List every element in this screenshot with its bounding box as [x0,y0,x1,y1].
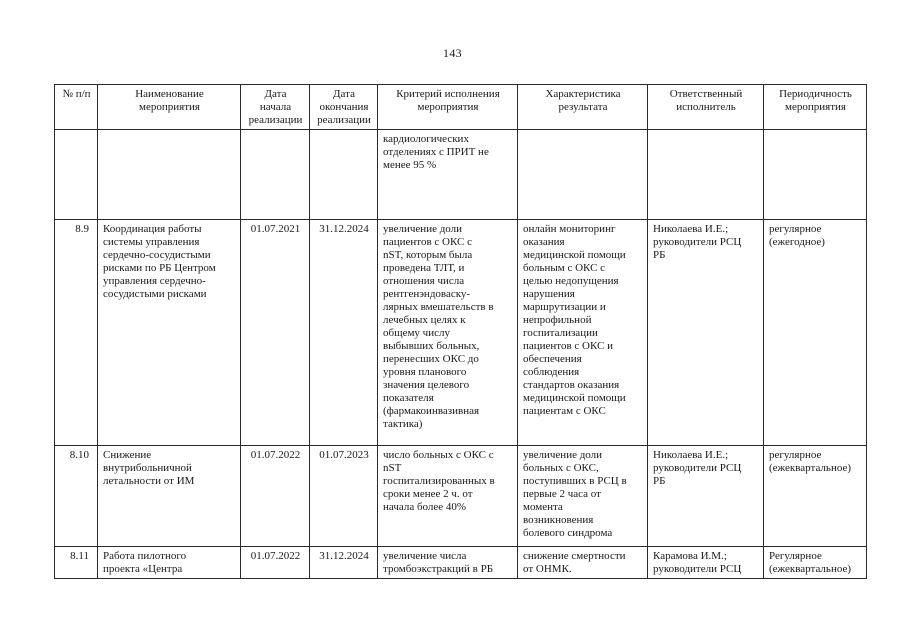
cell-name [98,130,241,220]
measures-table [54,84,867,579]
col-header-end-date: Дата окончания реализации [310,85,378,130]
cell-end [310,130,378,220]
cell-period [764,130,867,220]
cell-name: Работа пилотного проекта «Центра [98,547,241,579]
cell-num [55,130,98,220]
col-header-period: Периодичность мероприятия [764,85,867,130]
cell-criterion: кардиологических отделениях с ПРИТ не менее 95 % [378,130,518,220]
cell-result: увеличение доли больных с ОКС, поступивших в РСЦ в первые 2 часа от момента возникновения болевого синдрома [518,446,648,547]
cell-responsible: Карамова И.М.; руководители РСЦ [648,547,764,579]
col-header-start-date: Дата начала реализации [241,85,310,130]
cell-start: 01.07.2022 [241,547,310,579]
cell-criterion: увеличение доли пациентов с ОКС с nST, которым была проведена ТЛТ, и отношения числа рентгенэндоваску- лярных вмешательств в лечебных целях к общему числу выбывших больных, перенесших ОКС до уровня планового значения целевого показателя (фармакоинвазивная тактика) [378,220,518,446]
cell-end: 31.12.2024 [310,220,378,446]
cell-name: Координация работы системы управления сердечно-сосудистыми рисками по РБ Центром управления сердечно- сосудистыми рисками [98,220,241,446]
cell-criterion: увеличение числа тромбоэкстракций в РБ [378,547,518,579]
cell-responsible: Николаева И.Е.; руководители РСЦ РБ [648,446,764,547]
col-header-result: Характеристика результата [518,85,648,130]
table-row [55,446,867,547]
cell-start [241,130,310,220]
col-header-num: № п/п [55,85,98,130]
cell-num: 8.10 [55,446,98,547]
cell-period: регулярное (ежегодное) [764,220,867,446]
cell-result [518,130,648,220]
table-row [55,547,867,579]
col-header-criterion: Критерий исполнения мероприятия [378,85,518,130]
cell-end: 31.12.2024 [310,547,378,579]
cell-result: снижение смертности от ОНМК. [518,547,648,579]
cell-period: Регулярное (ежеквартальное) [764,547,867,579]
page-number: 143 [443,46,462,60]
table-row-continuation [55,130,867,220]
cell-start: 01.07.2022 [241,446,310,547]
cell-num: 8.9 [55,220,98,446]
cell-period: регулярное (ежеквартальное) [764,446,867,547]
cell-start: 01.07.2021 [241,220,310,446]
cell-name: Снижение внутрибольничной летальности от ИМ [98,446,241,547]
cell-criterion: число больных с ОКС с nST госпитализированных в сроки менее 2 ч. от начала более 40% [378,446,518,547]
col-header-name: Наименование мероприятия [98,85,241,130]
cell-responsible [648,130,764,220]
cell-responsible: Николаева И.Е.; руководители РСЦ РБ [648,220,764,446]
header-row [55,85,867,130]
cell-end: 01.07.2023 [310,446,378,547]
cell-num: 8.11 [55,547,98,579]
cell-result: онлайн мониторинг оказания медицинской помощи больным с ОКС с целью недопущения нарушения маршрутизации и непрофильной госпитализации пациентов с ОКС и обеспечения соблюдения стандартов оказания медицинской помощи пациентам с ОКС [518,220,648,446]
table-row [55,220,867,446]
col-header-responsible: Ответственный исполнитель [648,85,764,130]
